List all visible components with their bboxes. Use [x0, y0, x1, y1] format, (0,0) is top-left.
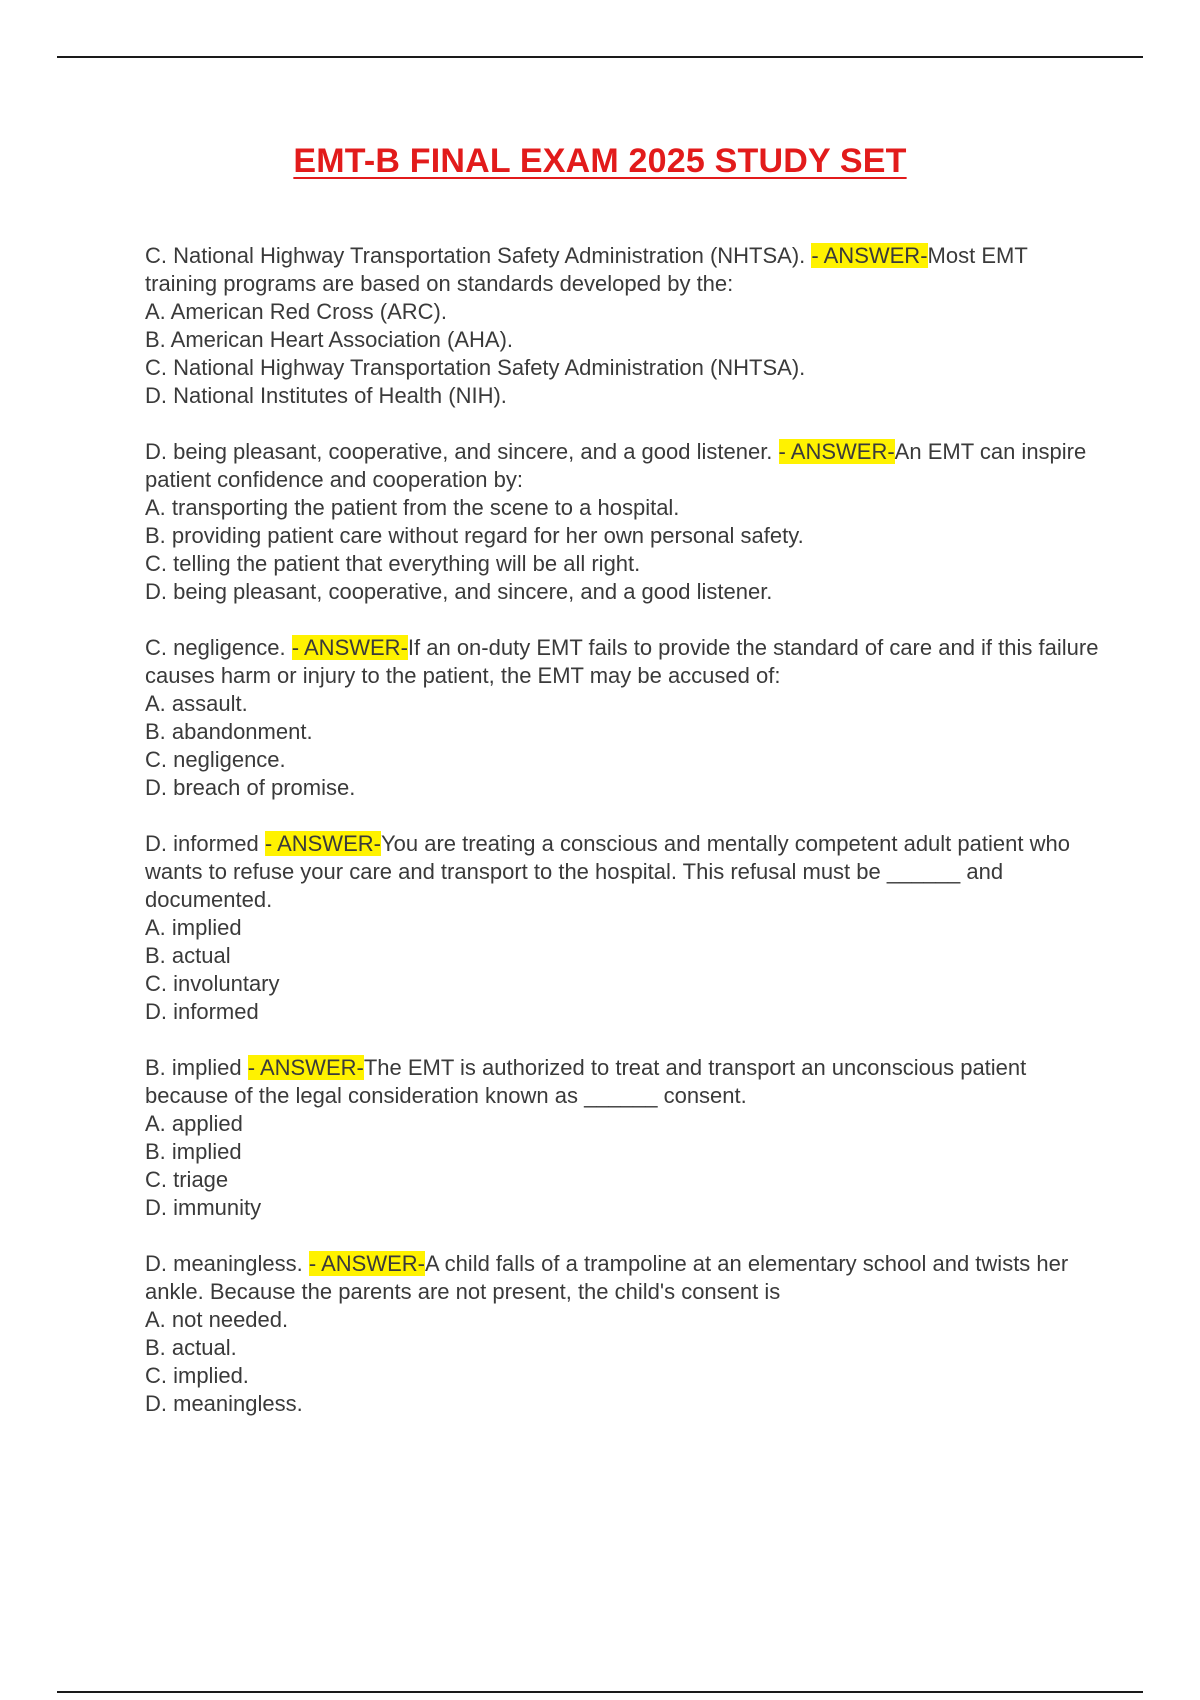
qa-option: B. abandonment. [145, 719, 313, 744]
qa-option: A. implied [145, 915, 242, 940]
qa-question: If an on-duty EMT fails to provide the standard of care and if this failure causes harm or injury to the patient, the EMT may be accused of: [145, 635, 1099, 688]
qa-option: C. triage [145, 1167, 229, 1192]
qa-question: Most EMT training programs are based on standards developed by the: [145, 243, 1028, 296]
qa-item [145, 634, 1105, 802]
qa-item [145, 438, 1105, 606]
qa-question: A child falls of a trampoline at an elementary school and twists her ankle. Because the parents are not present, the child's consent is [145, 1251, 1069, 1304]
qa-option: B. providing patient care without regard for her own personal safety. [145, 523, 804, 548]
qa-option: A. American Red Cross (ARC). [145, 299, 447, 324]
qa-option: D. being pleasant, cooperative, and sincere, and a good listener. [145, 579, 773, 604]
qa-option: D. meaningless. [145, 1391, 303, 1416]
qa-option: A. assault. [145, 691, 248, 716]
qa-option: D. breach of promise. [145, 775, 356, 800]
qa-option: A. applied [145, 1111, 243, 1136]
qa-answer: D. meaningless. [145, 1251, 303, 1276]
qa-list [145, 242, 1105, 1446]
qa-option: C. National Highway Transportation Safety Administration (NHTSA). [145, 355, 806, 380]
answer-marker: - ANSWER- [264, 831, 381, 856]
qa-answer: D. being pleasant, cooperative, and sincere, and a good listener. [145, 439, 773, 464]
qa-item [145, 1054, 1105, 1222]
document-title [0, 142, 1200, 181]
qa-option: B. implied [145, 1139, 242, 1164]
header-rule [57, 56, 1143, 58]
qa-question: The EMT is authorized to treat and transport an unconscious patient because of the legal consideration known as ______ consent. [145, 1055, 1027, 1108]
qa-answer: C. negligence. [145, 635, 286, 660]
footer-rule [57, 1691, 1143, 1693]
qa-option: A. not needed. [145, 1307, 289, 1332]
qa-option: C. implied. [145, 1363, 249, 1388]
answer-marker: - ANSWER- [247, 1055, 364, 1080]
qa-item [145, 830, 1105, 1026]
answer-marker: - ANSWER- [291, 635, 408, 660]
qa-option: C. involuntary [145, 971, 280, 996]
qa-option: B. actual [145, 943, 231, 968]
qa-item [145, 1250, 1105, 1418]
answer-marker: - ANSWER- [811, 243, 928, 268]
qa-answer: B. implied [145, 1055, 242, 1080]
qa-option: D. immunity [145, 1195, 262, 1220]
qa-question: You are treating a conscious and mentally competent adult patient who wants to refuse your care and transport to the hospital. This refusal must be ______ and documented. [145, 831, 1070, 912]
qa-option: D. National Institutes of Health (NIH). [145, 383, 507, 408]
qa-option: C. telling the patient that everything will be all right. [145, 551, 641, 576]
answer-marker: - ANSWER- [308, 1251, 425, 1276]
qa-option: B. actual. [145, 1335, 237, 1360]
qa-question: An EMT can inspire patient confidence and cooperation by: [145, 439, 1087, 492]
qa-option: B. American Heart Association (AHA). [145, 327, 514, 352]
document-title-text: EMT-B FINAL EXAM 2025 STUDY SET [293, 142, 907, 180]
qa-answer: D. informed [145, 831, 259, 856]
qa-option: A. transporting the patient from the scene to a hospital. [145, 495, 680, 520]
qa-option: C. negligence. [145, 747, 286, 772]
answer-marker: - ANSWER- [778, 439, 895, 464]
qa-answer: C. National Highway Transportation Safety Administration (NHTSA). [145, 243, 806, 268]
qa-option: D. informed [145, 999, 259, 1024]
qa-item [145, 242, 1105, 410]
